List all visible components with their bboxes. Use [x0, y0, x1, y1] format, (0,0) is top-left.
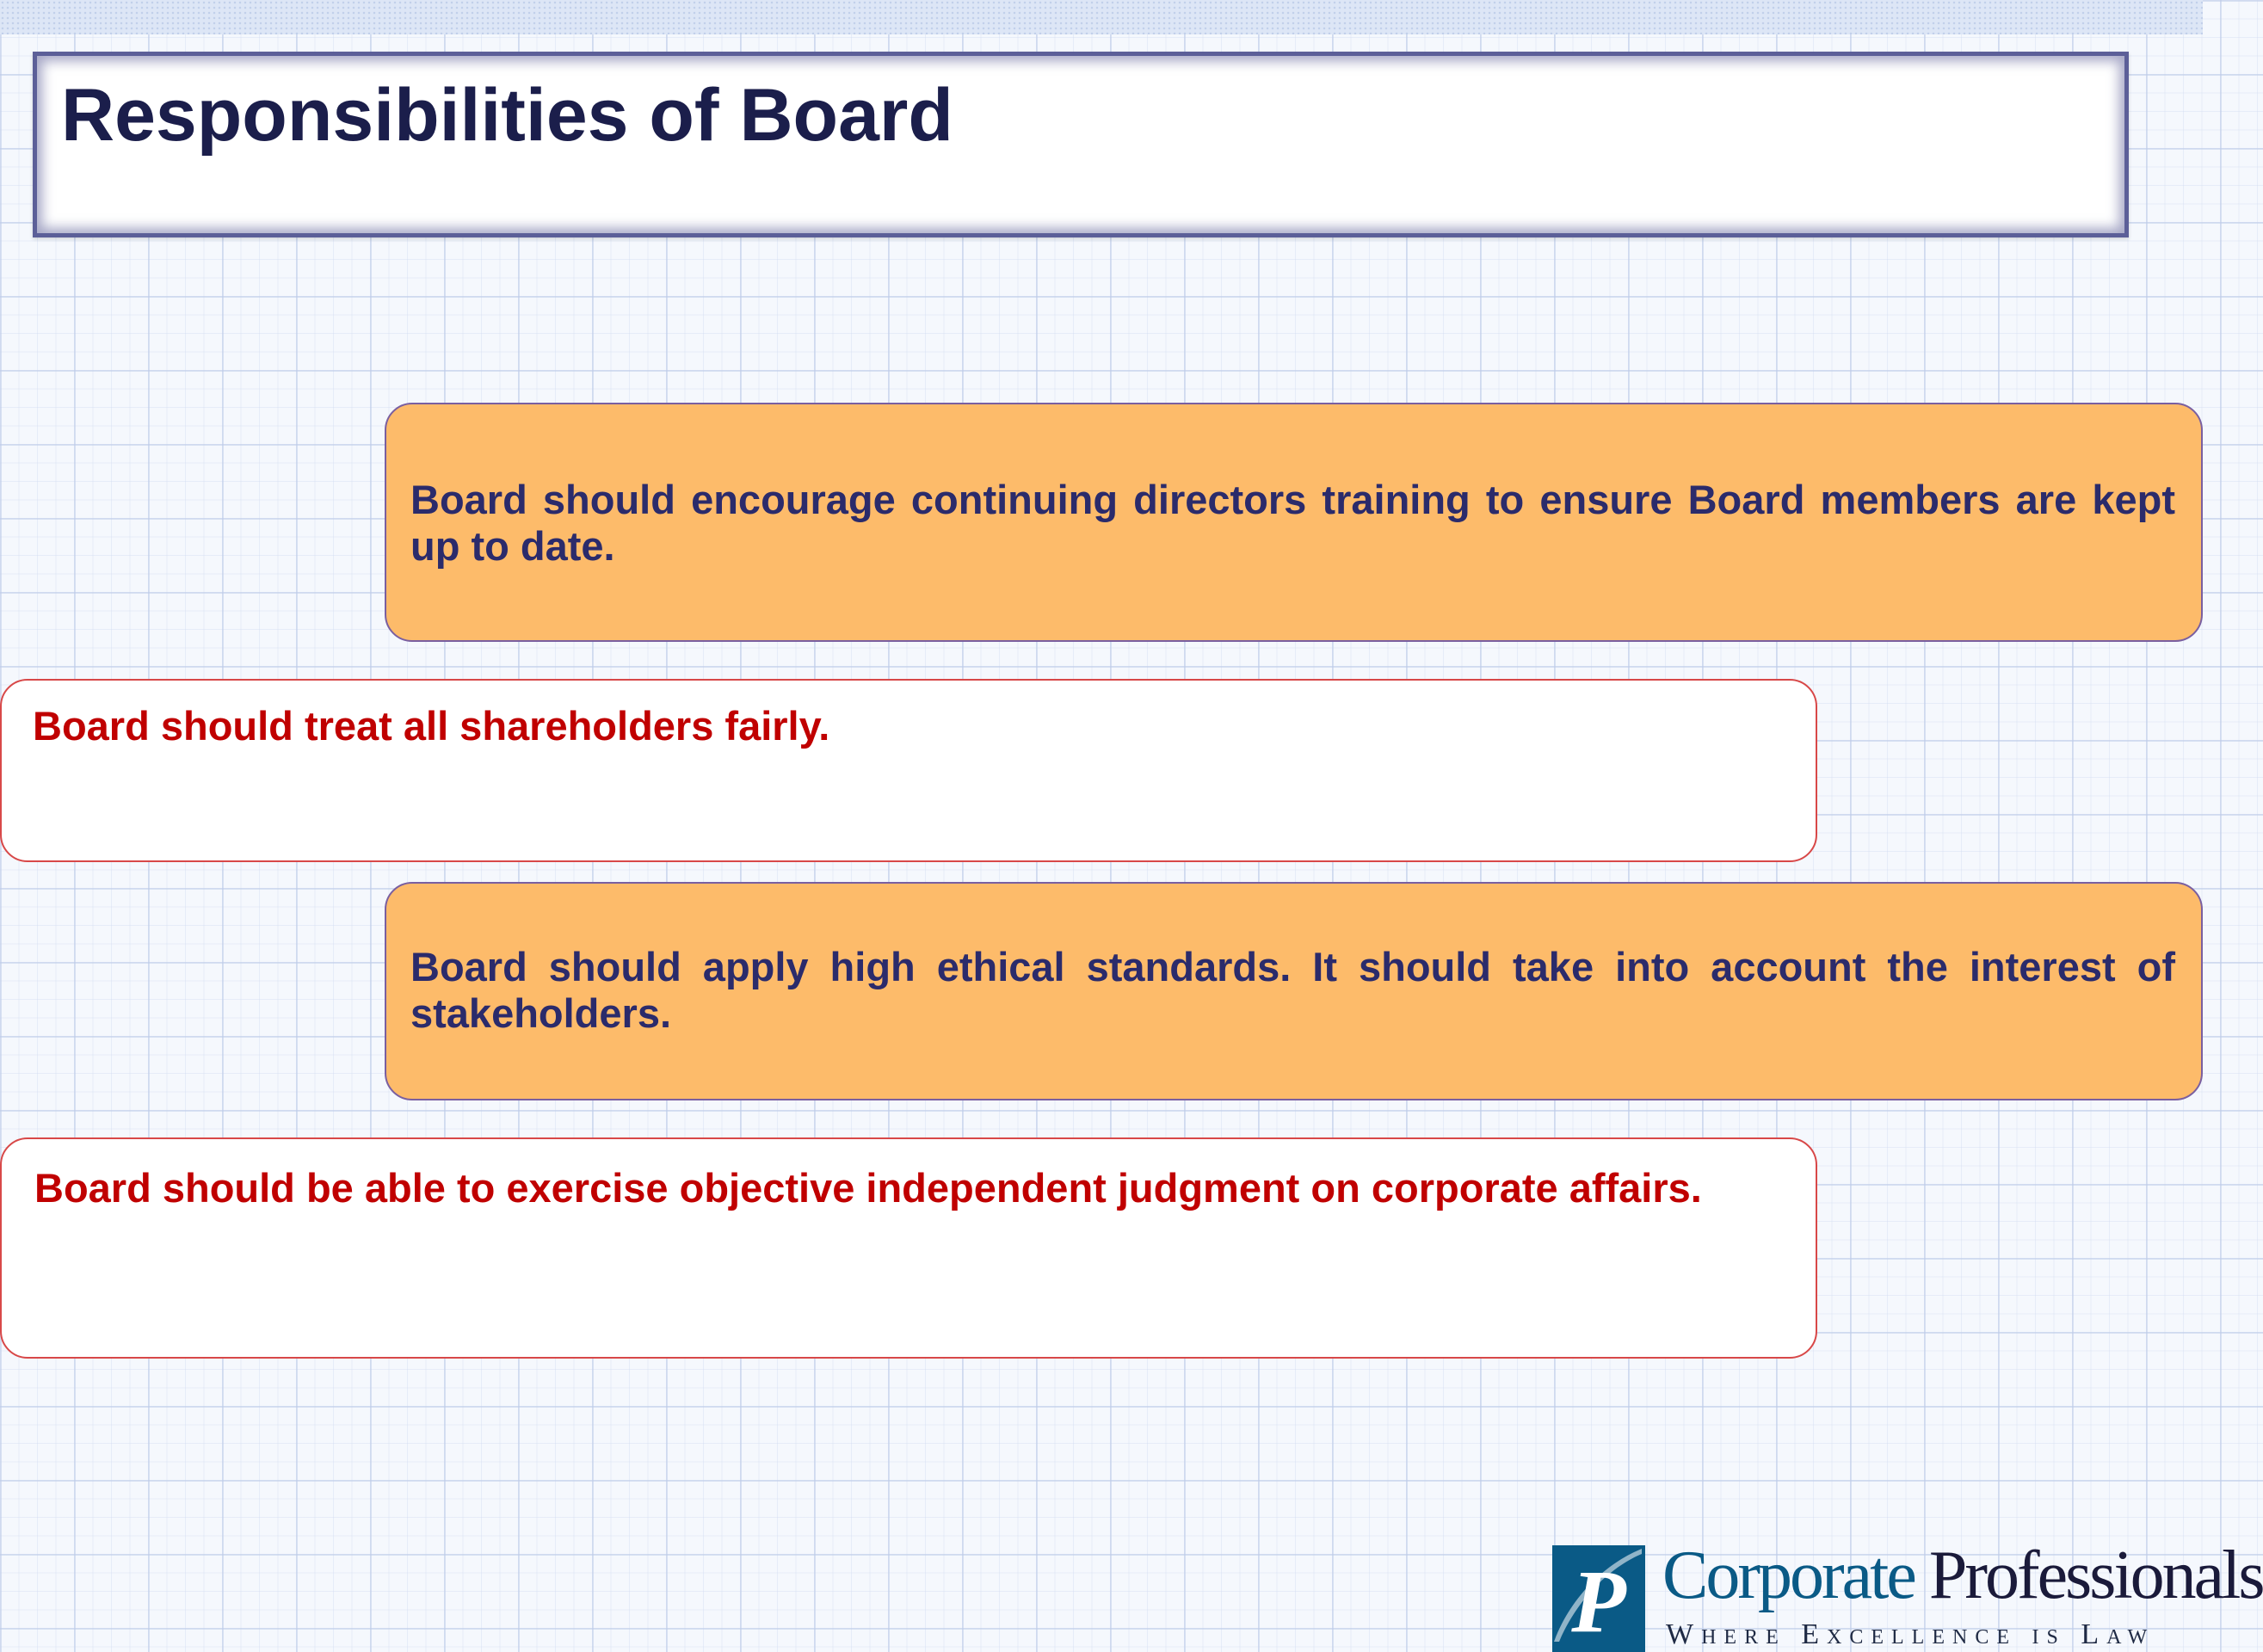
- logo-tagline: Where Excellence is Law: [1666, 1618, 2155, 1650]
- company-logo: [1552, 1537, 2263, 1652]
- logo-p-icon: [1552, 1545, 1645, 1652]
- logo-brand-second: Professionals: [1928, 1538, 2263, 1613]
- title-box: [33, 52, 2129, 237]
- point-independent-judgment: Board should be able to exercise objective independent judgment on corporate affairs.: [0, 1137, 1817, 1359]
- logo-brand-first: Corporate: [1662, 1538, 1915, 1613]
- svg-text:P: P: [1571, 1552, 1626, 1651]
- point-treat-shareholders: Board should treat all shareholders fairly.: [0, 679, 1817, 862]
- top-decorative-band: [0, 0, 2203, 34]
- logo-brand-name: [1662, 1537, 2263, 1614]
- point-directors-training: Board should encourage continuing directors training to ensure Board members are kept up to date.: [385, 403, 2203, 642]
- point-ethical-standards: Board should apply high ethical standards. It should take into account the interest of stakeholders.: [385, 882, 2203, 1100]
- slide-title: Responsibilities of Board: [61, 74, 953, 157]
